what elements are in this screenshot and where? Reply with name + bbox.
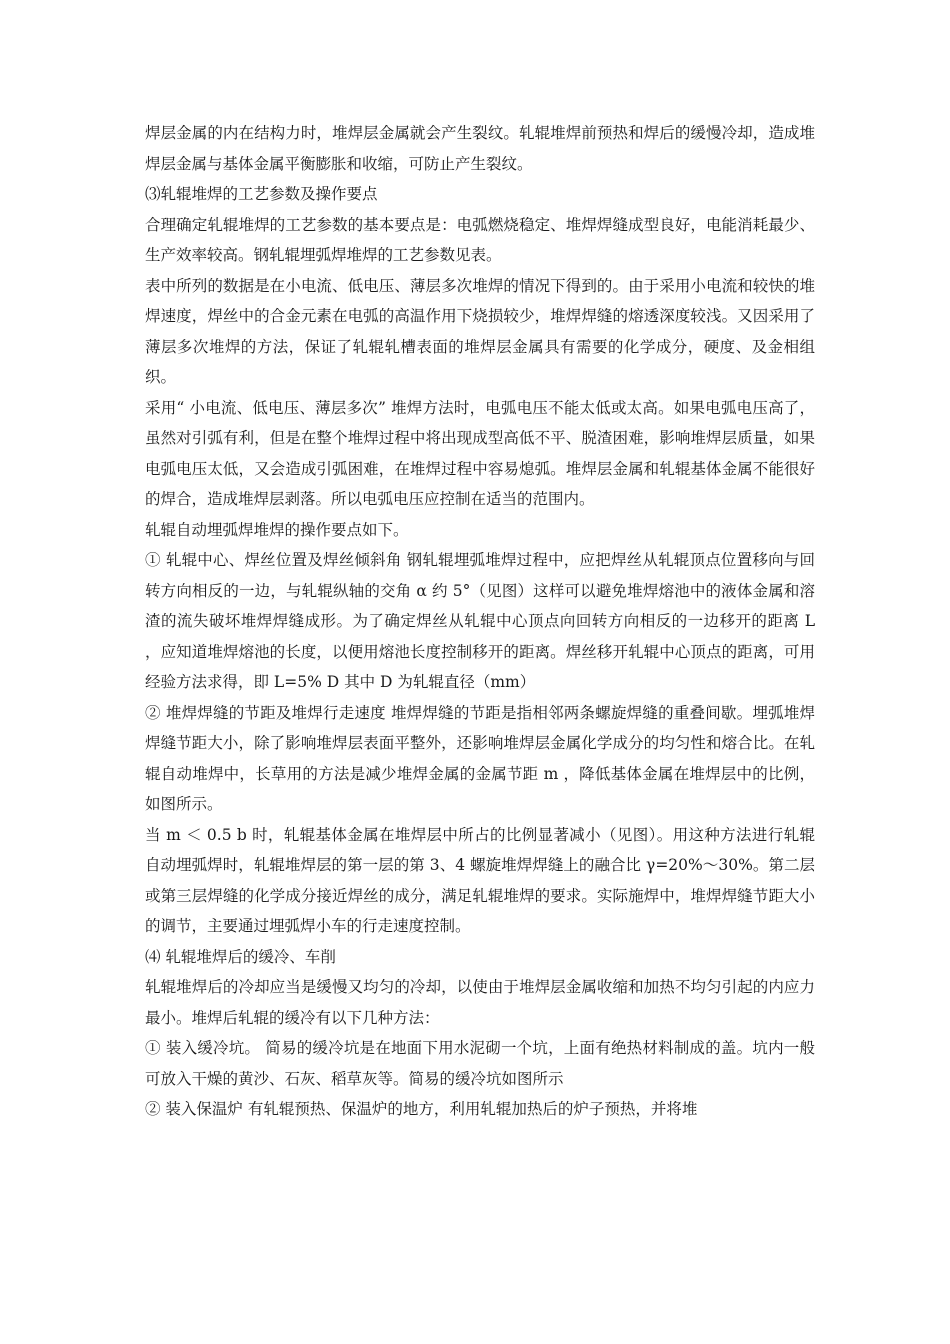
section-heading-process-parameters: ⑶轧辊堆焊的工艺参数及操作要点 [145, 185, 378, 203]
paragraph-table-data: 表中所列的数据是在小电流、低电压、薄层多次堆焊的情况下得到的。由于采用小电流和较快的堆焊速度，焊丝中的合金元素在电弧的高温作用下烧损较少，堆焊焊缝的熔透深度较浅。又因采用了薄层多次堆焊的方法，保证了轧辊轧槽表面的堆焊层金属具有需要的化学成分，硬度、及金相组织。 [145, 276, 815, 386]
paragraph-fusion-ratio: 当 m ＜ 0.5 b 时，轧辊基体金属在堆焊层中所占的比例显著减小（见图）。用这种方法进行轧辊自动埋弧焊时，轧辊堆焊层的第一层的第 3、4 螺旋堆焊焊缝上的融合比 γ=20%～30%。第二层或第三层焊缝的化学成分接近焊丝的成分，满足轧辊堆焊的要求。实际施焊中，堆焊焊缝节距大小的调节，主要通过埋弧焊小车的行走速度控制。 [145, 825, 815, 935]
paragraph-wire-position: ① 轧辊中心、焊丝位置及焊丝倾斜角 钢轧辊埋弧堆焊过程中，应把焊丝从轧辊顶点位置移向与回转方向相反的一边，与轧辊纵轴的交角 α 约 5°（见图）这样可以避免堆焊熔池中的液体金属和溶渣的流失破坏堆焊焊缝成形。为了确定焊丝从轧辊中心顶点向回转方向相反的一边移开的距离 L ，应知道堆焊熔池的长度，以便用熔池长度控制移开的距离。焊丝移开轧辊中心顶点的距离，可用经验方法求得，即 L=5% D 其中 D 为轧辊直径（mm） [145, 551, 815, 691]
document-page [145, 118, 815, 1125]
paragraph-arc-voltage: 采用“ 小电流、低电压、薄层多次” 堆焊方法时，电弧电压不能太低或太高。如果电弧电压高了，虽然对引弧有利，但是在整个堆焊过程中将出现成型高低不平、脱渣困难，影响堆焊层质量，如果电弧电压太低，又会造成引弧困难，在堆焊过程中容易熄弧。堆焊层金属和轧辊基体金属不能很好的焊合，造成堆焊层剥落。所以电弧电压应控制在适当的范围内。 [145, 398, 815, 508]
paragraph-operation-intro: 轧辊自动埋弧焊堆焊的操作要点如下。 [145, 520, 409, 539]
paragraph-cooling-pit: ① 装入缓冷坑。 简易的缓冷坑是在地面下用水泥砌一个坑，上面有绝热材料制成的盖。坑内一般可放入干燥的黄沙、石灰、稻草灰等。简易的缓冷坑如图所示 [145, 1039, 815, 1088]
paragraph-crack-prevention: 焊层金属的内在结构力时，堆焊层金属就会产生裂纹。轧辊堆焊前预热和焊后的缓慢冷却，造成堆焊层金属与基体金属平衡膨胀和收缩，可防止产生裂纹。 [145, 124, 815, 173]
section-heading-slow-cooling: ⑷ 轧辊堆焊后的缓冷、车削 [145, 947, 336, 966]
paragraph-cooling-methods: 轧辊堆焊后的冷却应当是缓慢又均匀的冷却，以使由于堆焊层金属收缩和加热不均匀引起的内应力最小。堆焊后轧辊的缓冷有以下几种方法： [145, 978, 815, 1027]
paragraph-weld-pitch: ② 堆焊焊缝的节距及堆焊行走速度 堆焊焊缝的节距是指相邻两条螺旋焊缝的重叠间歇。埋弧堆焊焊缝节距大小，除了影响堆焊层表面平整外，还影响堆焊层金属化学成分的均匀性和熔合比。在轧辊自动堆焊中，长草用的方法是减少堆焊金属的金属节距 m ，降低基体金属在堆焊层中的比例，如图所示。 [145, 703, 815, 813]
paragraph-parameter-basics: 合理确定轧辊堆焊的工艺参数的基本要点是：电弧燃烧稳定、堆焊焊缝成型良好，电能消耗最少、生产效率较高。钢轧辊埋弧焊堆焊的工艺参数见表。 [145, 215, 815, 264]
paragraph-holding-furnace: ② 装入保温炉 有轧辊预热、保温炉的地方，利用轧辊加热后的炉子预热，并将堆 [145, 1100, 698, 1118]
